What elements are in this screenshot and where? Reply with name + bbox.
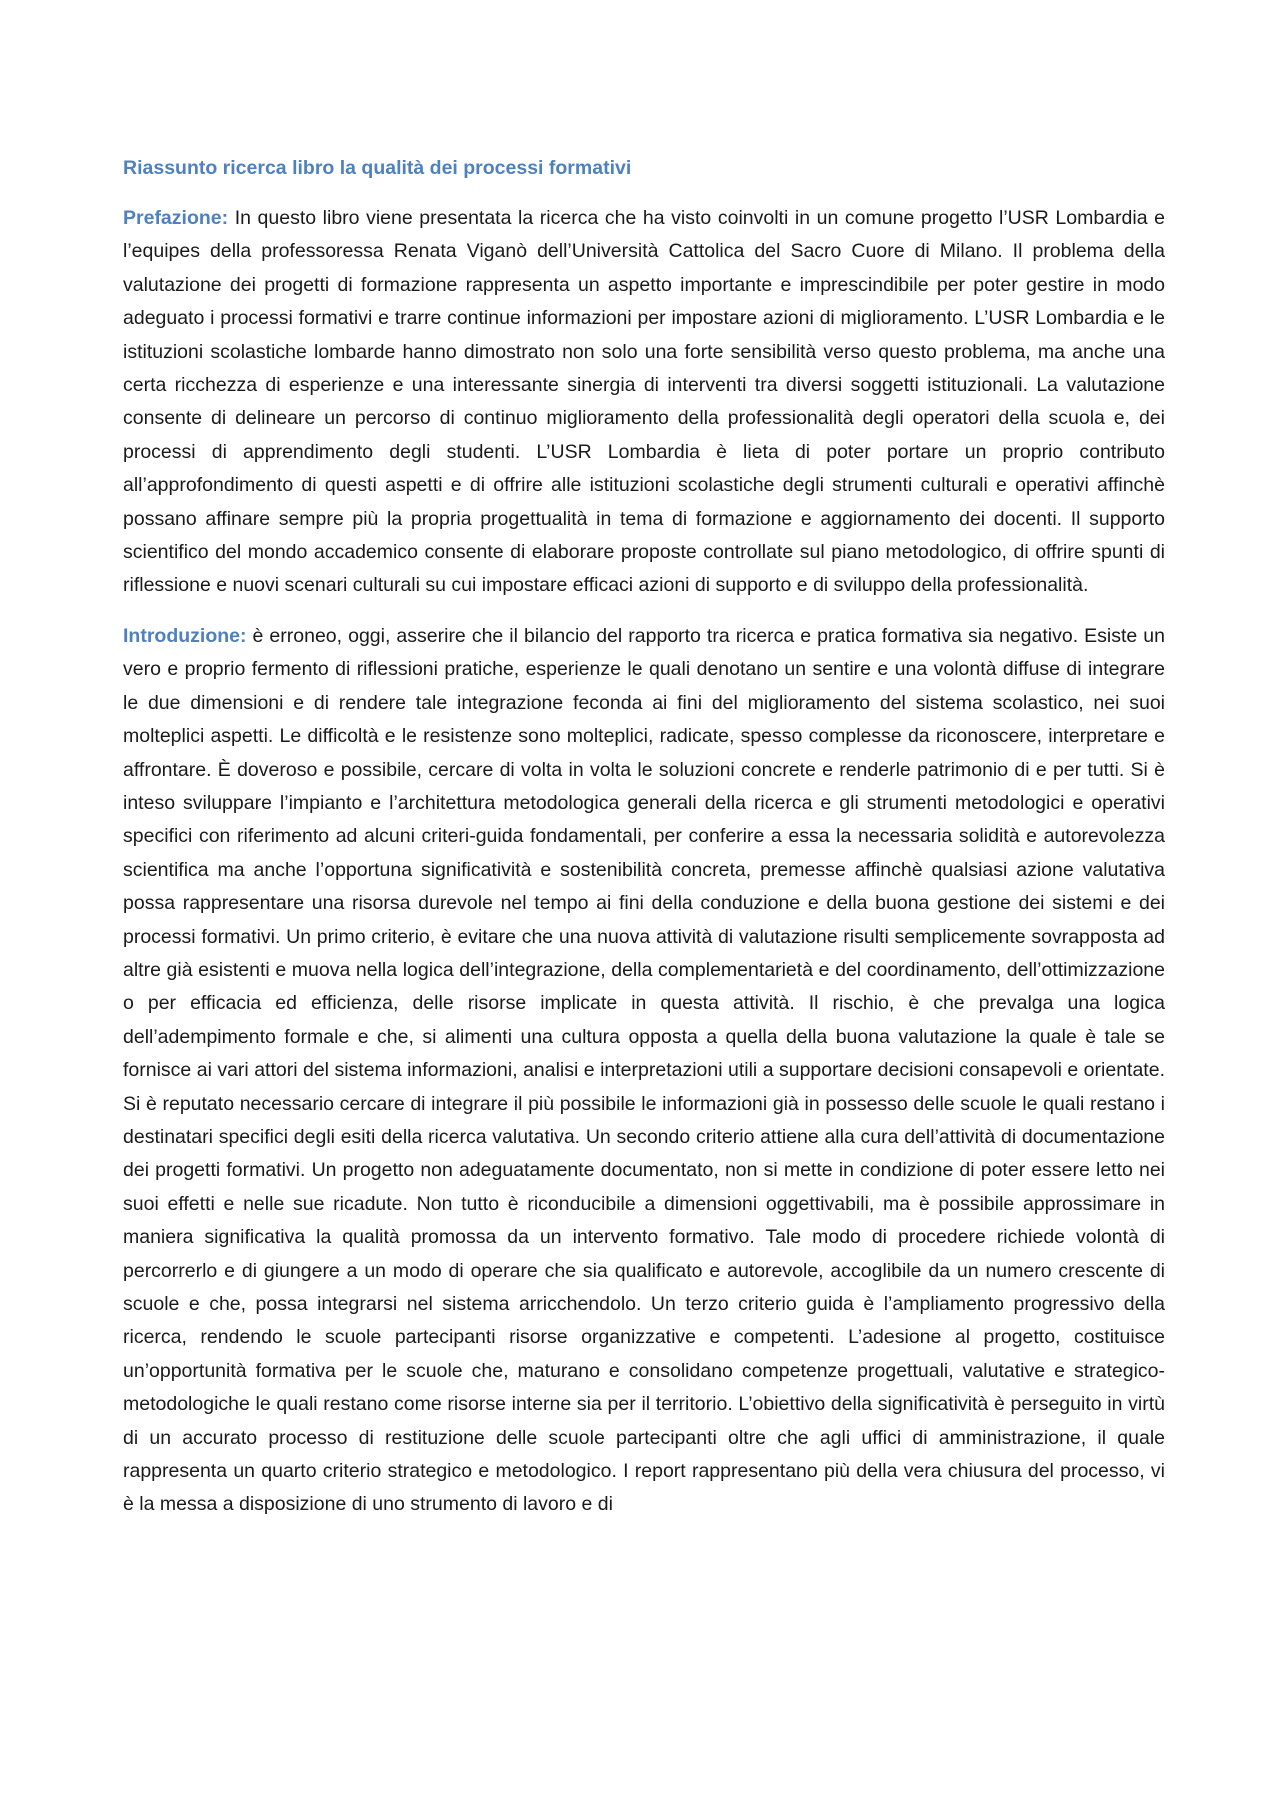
section-introduzione bbox=[123, 620, 1165, 1522]
section-heading-prefazione: Prefazione: bbox=[123, 207, 229, 229]
section-text-prefazione: In questo libro viene presentata la ricerca che ha visto coinvolti in un comune progetto l’USR Lombardia e l’equipes della professoressa Renata Viganò dell’Università Cattolica del Sacro Cuore di Milano. Il problema della valutazione dei progetti di formazione rappresenta un aspetto importante e imprescindibile per poter gestire in modo adeguato i processi formativi e trarre continue informazioni per impostare azioni di miglioramento. L’USR Lombardia e le istituzioni scolastiche lombarde hanno dimostrato non solo una forte sensibilità verso questo problema, ma anche una certa ricchezza di esperienze e una interessante sinergia di interventi tra diversi soggetti istituzionali. La valutazione consente di delineare un percorso di continuo miglioramento della professionalità degli operatori della scuola e, dei processi di apprendimento degli studenti. L’USR Lombardia è lieta di poter portare un proprio contributo all’approfondimento di questi aspetti e di offrire alle istituzioni scolastiche degli strumenti culturali e operativi affinchè possano affinare sempre più la propria progettualità in tema di formazione e aggiornamento dei docenti. Il supporto scientifico del mondo accademico consente di elaborare proposte controllate sul piano metodologico, di offrire spunti di riflessione e nuovi scenari culturali su cui impostare efficaci azioni di supporto e di sviluppo della professionalità. bbox=[123, 207, 1165, 597]
document-body bbox=[123, 152, 1165, 1539]
section-text-introduzione: è erroneo, oggi, asserire che il bilancio del rapporto tra ricerca e pratica formativa sia negativo. Esiste un vero e proprio fermento di riflessioni pratiche, esperienze le quali denotano un sentire e una volontà diffuse di integrare le due dimensioni e di rendere tale integrazione feconda ai fini del miglioramento del sistema scolastico, nei suoi molteplici aspetti. Le difficoltà e le resistenze sono molteplici, radicate, spesso complesse da riconoscere, interpretare e affrontare. È doveroso e possibile, cercare di volta in volta le soluzioni concrete e renderle patrimonio di e per tutti. Si è inteso sviluppare l’impianto e l’architettura metodologica generali della ricerca e gli strumenti metodologici e operativi specifici con riferimento ad alcuni criteri-guida fondamentali, per conferire a essa la necessaria solidità e autorevolezza scientifica ma anche l’opportuna significatività e sostenibilità concreta, premesse affinchè qualsiasi azione valutativa possa rappresentare una risorsa durevole nel tempo ai fini della conduzione e della buona gestione dei sistemi e dei processi formativi. Un primo criterio, è evitare che una nuova attività di valutazione risulti semplicemente sovrapposta ad altre già esistenti e muova nella logica dell’integrazione, della complementarietà e del coordinamento, dell’ottimizzazione o per efficacia ed efficienza, delle risorse implicate in questa attività. Il rischio, è che prevalga una logica dell’adempimento formale e che, si alimenti una cultura opposta a quella della buona valutazione la quale è tale se fornisce ai vari attori del sistema informazioni, analisi e interpretazioni utili a supportare decisioni consapevoli e orientate. Si è reputato necessario cercare di integrare il più possibile le informazioni già in possesso delle scuole le quali restano i destinatari specifici degli esiti della ricerca valutativa. Un secondo criterio attiene alla cura dell’attività di documentazione dei progetti formativi. Un progetto non adeguatamente documentato, non si mette in condizione di poter essere letto nei suoi effetti e nelle sue ricadute. Non tutto è riconducibile a dimensioni oggettivabili, ma è possibile approssimare in maniera significativa la qualità promossa da un intervento formativo. Tale modo di procedere richiede volontà di percorrerlo e di giungere a un modo di operare che sia qualificato e autorevole, accoglibile da un numero crescente di scuole e che, possa integrarsi nel sistema arricchendolo. Un terzo criterio guida è l’ampliamento progressivo della ricerca, rendendo le scuole partecipanti risorse organizzative e competenti. L’adesione al progetto, costituisce un’opportunità formativa per le scuole che, maturano e consolidano competenze progettuali, valutative e strategico-metodologiche le quali restano come risorse interne sia per il territorio. L’obiettivo della significatività è perseguito in virtù di un accurato processo di restituzione delle scuole partecipanti oltre che agli uffici di amministrazione, il quale rappresenta un quarto criterio strategico e metodologico. I report rappresentano più della vera chiusura del processo, vi è la messa a disposizione di uno strumento di lavoro e di bbox=[123, 624, 1165, 1516]
document-title: Riassunto ricerca libro la qualità dei processi formativi bbox=[123, 157, 632, 179]
section-heading-introduzione: Introduzione: bbox=[123, 624, 247, 647]
section-prefazione bbox=[123, 202, 1165, 603]
